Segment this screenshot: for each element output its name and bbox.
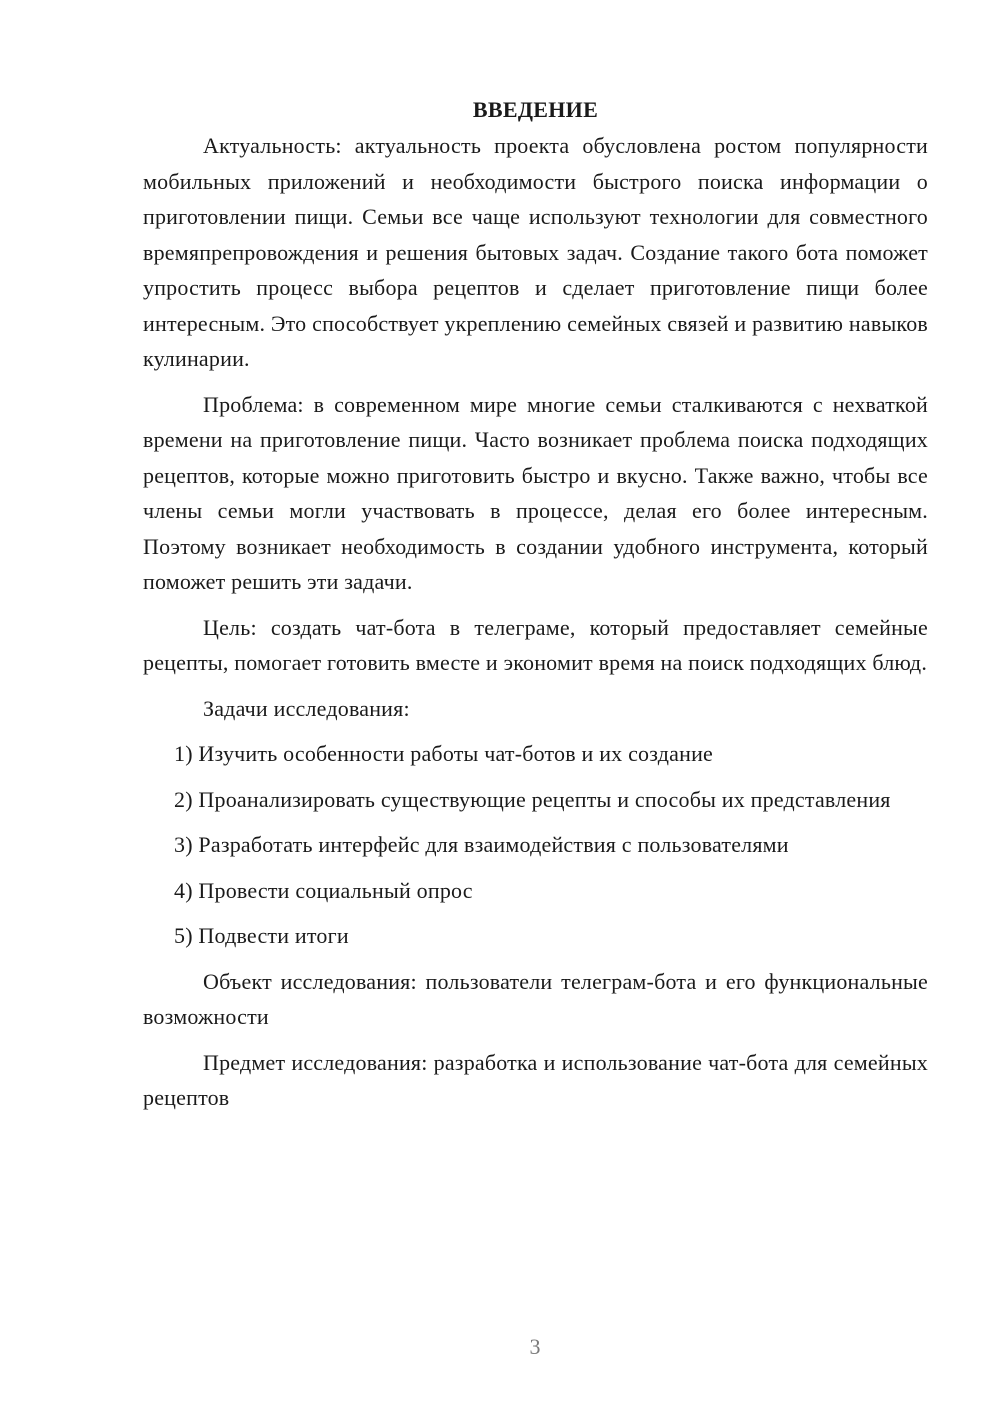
paragraph-subject: Предмет исследования: разработка и использование чат-бота для семейных рецептов: [143, 1049, 928, 1110]
paragraph-object: Объект исследования: пользователи телеграм-бота и его функциональные возможности: [143, 968, 928, 1029]
task-item: 1) Изучить особенности работы чат-ботов и их создание: [174, 741, 714, 766]
task-item: 3) Разработать интерфейс для взаимодействия с пользователями: [174, 832, 789, 857]
task-item: 4) Провести социальный опрос: [174, 877, 473, 903]
paragraph-relevance: Актуальность: актуальность проекта обусловлена ростом популярности мобильных приложений и необходимости быстрого поиска информации о приготовлении пищи. Семьи все чаще используют технологии для совместного времяпрепровождения и решения бытовых задач. Создание такого бота поможет упростить процесс выбора рецептов и сделает приготовление пищи более интересным. Это способствует укреплению семейных связей и развитию навыков кулинарии.: [143, 133, 928, 371]
task-item: 2) Проанализировать существующие рецепты и способы их представления: [174, 786, 891, 812]
paragraph-goal: Цель: создать чат-бота в телеграме, который предоставляет семейные рецепты, помогает готовить вместе и экономит время на поиск подходящих блюд.: [143, 614, 928, 675]
page-number: 3: [529, 1334, 541, 1359]
task-item: 5) Подвести итоги: [174, 923, 349, 948]
page-title: ВВЕДЕНИЕ: [472, 97, 599, 122]
paragraph-problem: Проблема: в современном мире многие семьи сталкиваются с нехваткой времени на приготовление пищи. Часто возникает проблема поиска подходящих рецептов, которые можно приготовить быстро и вкусно. Также важно, чтобы все члены семьи могли участвовать в процессе, делая его более интересным. Поэтому возникает необходимость в создании удобного инструмента, который поможет решить эти задачи.: [143, 391, 928, 594]
paragraph-tasks-heading: Задачи исследования:: [203, 695, 410, 721]
page-content: [143, 92, 928, 1126]
